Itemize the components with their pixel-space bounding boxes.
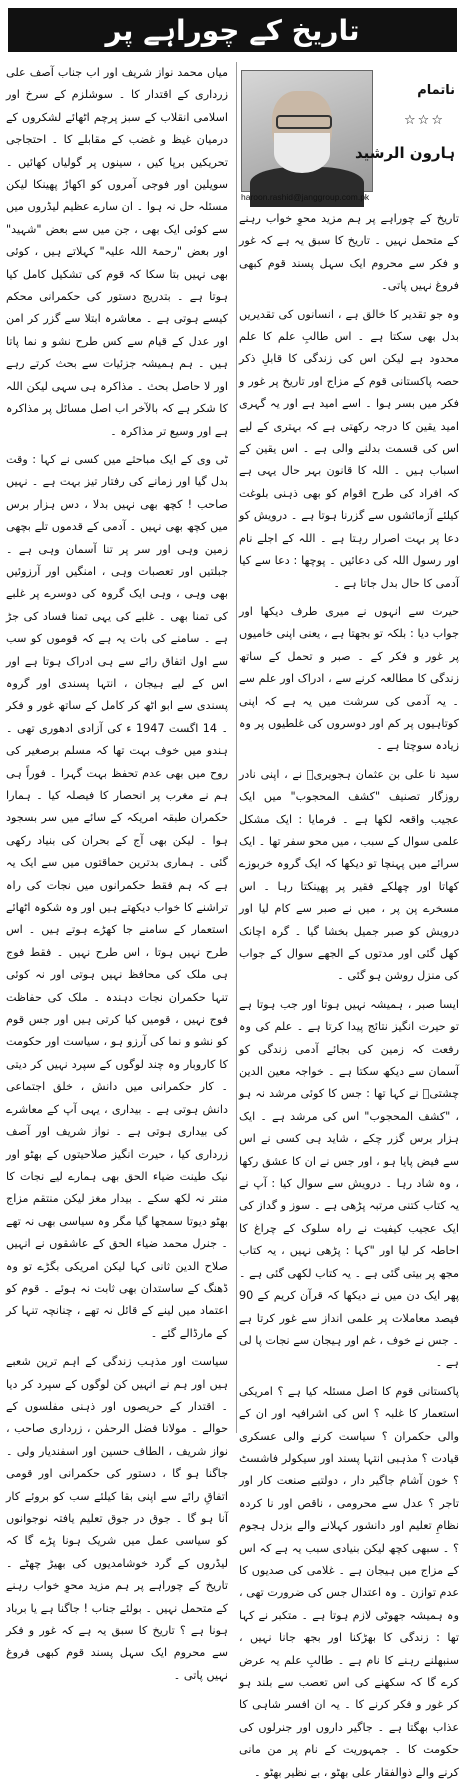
paragraph: حیرت سے انہوں نے میری طرف دیکھا اور جواب دیا : بلکہ تو بجھتا ہے ، یعنی اپنی خامیوں پر غور و فکر کے ۔ صبر و تحمل کے ساتھ زندگی کا مطالعہ کرنے سے ، ادراک اور علم سے ۔ یہ آدمی کی سرشت میں یہ ہے کہ اپنی کوتاہیوں پر کم اور دوسروں کی غلطیوں پر وہ زیادہ سوچتا ہے ۔ bbox=[239, 604, 459, 753]
paragraph: پاکستانی قوم کا اصل مسئلہ کیا ہے ؟ امریکی استعمار کا غلبہ ؟ اس کی اشرافیہ اور ان کے والی حکمران ؟ سیاست کرنے والی عسکری قیادت ؟ مذہبی انتہا پسند اور سیکولر فاشسٹ ؟ خون آشام جاگیر دار ، دولتیے صنعت کار اور تاجر ؟ عدل سے محرومی ، ناقص اور نا کردہ نظامِ تعلیم اور دانشور کہلانے والے بزدل ہجوم ؟ ۔ سبھی کچھ لیکن بنیادی سبب یہ ہے کہ اس کے مزاج میں ہیجان ہے ۔ غلامی کی صدیوں کا عدم توازن ۔ وہ اعتدال جس کی ضرورت تھی ، وہ ہمیشہ جھوٹی لازم ہوتا ہے ۔ متکبر نے کہا تھا : زندگی کا بھڑکنا اور بجھ جانا نہیں ، سنبھلنے رہنے کا نام ہے ۔ طالبِ علم یہ عرض کرے گا کہ سکھنے کی اس تعصب سے بلند ہو کر غور و فکر کرنے کا ۔ یہ ان افسر شاہی کا عذاب بھگتا ہے ۔ جاگیر داروں اور جنرلوں کی حکومت کا ۔ جمہوریت کے نام پر من مانی کرنے والے ذوالفقار علی بھٹو ، بے نظیر بھٹو ۔ bbox=[239, 1384, 459, 1779]
right-column bbox=[239, 62, 459, 1779]
left-column bbox=[6, 62, 228, 1682]
paragraph: سید نا علی بن عثمان ہجویریؒ نے ، اپنی نادر روزگار تصنیف "کشف المحجوب" میں ایک عجیب واقعہ لکھا ہے ۔ فرمایا : ایک مشکل علمی سوال کے سبب ، میں محو سفر تھا ۔ ایک سرائے میں پہنچا تو دیکھا کہ ایک گروہ خربوزے کھاتا اور چھلکے فقیر پر پھینکتا رہا ۔ اس مسخرے پن پر ، میں نے صبر سے کام لیا اور درویش کو صبر جمیل بخشا گیا ۔ گرہ اچانک کھل گئی اور مدتوں کے الجھے سوال کے جواب کی منزل روشن ہو گئی ۔ bbox=[239, 767, 459, 983]
rating-stars-icon: ☆☆☆ bbox=[404, 113, 445, 128]
column-name: ناتمام bbox=[417, 83, 455, 98]
paragraph: وہ جو تقدیر کا خالق ہے ، انسانوں کی تقدیریں بدل بھی سکتا ہے ۔ اس طالبِ علم کا علم محدود ہے لیکن اس کی زندگی کا قابلِ ذکر حصہ پاکستانی قوم کے مزاج اور تاریخ پر غور و فکر میں بسر ہوا ۔ اسے امید ہے اور یہ گہری امید یقین کا درجہ رکھتی ہے کہ بہتری کے لیے اس کی قسمت بدلنے والی ہے ۔ اس یقین کے اسباب ہیں ۔ اللہ کا قانون بہر حال یہی ہے کہ افراد کی طرح اقوام کو بھی ذہنی بلوغت کیلئے آزمائشوں سے گزرنا ہوتا ہے ۔ درویش کو دعا پر بہت اصرار رہتا ہے ۔ اللہ کے اجلے نام اور رسول اللہ کی دعائیں ۔ پوچھا : دعا سے کیا آدمی کا حال بدل جاتا ہے ۔ bbox=[239, 307, 459, 590]
author-photo bbox=[241, 70, 373, 192]
paragraph: ٹی وی کے ایک مباحثے میں کسی نے کہا : وقت بدل گیا اور زمانے کی رفتار تیز بہت ہے ۔ نہیں صاحب ! کچھ بھی نہیں بدلا ، دس ہزار برس میں کچھ بھی نہیں ۔ آدمی کے قدموں تلے بچھی زمین وہی اور سر پر تنا آسمان وہی ہے ۔ جبلتیں اور تعصبات وہی ، امنگیں اور آرزوئیں بھی وہی ، وہی ایک گروہ کی دوسرے پر غلبے کی تمنا بھی ۔ غلبے کی یہی تمنا فساد کی جڑ ہے ۔ سامنے کی بات یہ ہے کہ قوموں کو سب سے اول اتفاق رائے سے ہی ادراک ہوتا ہے اور اس کے لیے ہیجان ، انتہا پسندی اور گروہ پسندی سے ابو اٹھ کر کامل کے ساتھ غور و فکر ۔ 14 اگست 1947 ء کی آزادی ادھوری تھی ۔ ہندو میں خوف بہت تھا کہ مسلم برصغیر کی روح میں بھی عدم تحفظ بہت گہرا ۔ فوراً ہی ہم نے مغرب پر انحصار کا فیصلہ کیا ۔ ہمارا حکمران طبقہ امریکہ کے سائے میں سر بسجود ہوا ۔ لیکن بھی آج کے بحران کی بنیاد رکھی گئی ۔ ہماری بدترین حماقتوں میں سے ایک یہ ہے کہ ہم فقط حکمرانوں میں نجات کی راہ تراشنے کا خواب دیکھتے ہیں اور وہ شکوہ اٹھائے استعمار کے سامنے جا کھڑے ہوتے ہیں ۔ اس طرح نہیں ہوتا ، اس طرح نہیں ۔ فقط فوج ہی ملک کی محافظ نہیں ہوتی اور نہ کوئی تنہا حکمران نجات دہندہ ۔ ملک کی حفاظت فوج نہیں ، قومیں کیا کرتی ہیں اور جس قوم کو نشو و نما کی آرزو ہو ، سیاست اور حکومت کا کاروبار وہ چند لوگوں کے سپرد نہیں کر دیتی ۔ کار حکمرانی میں دانش ، خلق اجتماعی دانش ہوتی ہے ۔ بیداری ، یہی آپ کے معاشرے کی بیداری ہوتی ہے ۔ نواز شریف اور آصف زرداری کیا ، حیرت انگیز صلاحیتوں کے بھٹو اور نیک طینت ضیاء الحق بھی ہمارے لیے نجات کا منتر نہ لکھ سکے ۔ بیدار مغز لیکن منتقم مزاج بھٹو دیوتا سمجھا گیا مگر وہ سیاسی بھی نہ تھے ۔ جنرل محمد ضیاء الحق کے عاشقوں نے انہیں صلاح الدین ثانی کہا لیکن امریکی بگڑے تو وہ ڈھنگ کے ساستدان بھی ثابت نہ ہوئے ۔ قوم کو اعتماد میں لینے کے قائل نہ تھے ، چنانچہ تنہا کر کے مارڈالے گئے ۔ bbox=[6, 452, 228, 1340]
column-divider bbox=[236, 62, 237, 1433]
paragraph: سیاست اور مذہب زندگی کے اہم ترین شعبے ہیں اور ہم نے انہیں کن لوگوں کے سپرد کر دیا ۔ اقتدار کے حریصوں اور ذہنی مفلسوں کے حوالے ۔ مولانا فضل الرحمٰن ، زرداری صاحب ، نواز شریف ، الطاف حسین اور اسفندیار ولی ۔ جاگنا ہو گا ، دستور کی حکمرانی اور قومی اتفاقِ رائے سے اپنی بقا کیلئے سب کو بروئے کار آنا ہو گا ۔ جوق در جوق تعلیم یافتہ نوجوانوں کو سیاسی عمل میں شریک ہونا پڑے گا کہ لیڈروں کے گرد خوشامدیوں کی بھیڑ چھٹے ۔ تاریخ کے چوراہے پر ہم مزید محوِ خواب رہنے کے متحمل نہیں ۔ بولئے جناب ! جاگنا ہے یا برباد ہونا ہے ؟ تاریخ کا سبق یہ ہے کہ غور و فکر سے محروم ایک سہل پسند قوم کبھی فروغ نہیں پاتی ۔ bbox=[6, 1355, 228, 1682]
author-email[interactable]: haroon.rashid@janggroup.com.pk bbox=[241, 192, 370, 202]
byline-box bbox=[239, 62, 459, 202]
column-title-banner bbox=[8, 8, 457, 52]
author-name: ہارون الرشید bbox=[354, 144, 455, 162]
column-title: تاریخ کے چوراہے پر bbox=[105, 13, 360, 47]
paragraph: ایسا صبر ، ہمیشہ نہیں ہوتا اور جب ہوتا ہے تو حیرت انگیز نتائج پیدا کرتا ہے ۔ علم کی وہ رفعت کہ زمین کی بجائے آدمی زندگی کو آسمان سے دیکھ سکتا ہے ۔ خواجہ معین الدین چشتیؒ نے کہا تھا : جس کا کوئی مرشد نہ ہو ، "کشف المحجوب" اس کی مرشد ہے ۔ ایک ہزار برس گزر چکے ، شاید ہی کسی نے اس سے فیض پایا ہو ، اور جس نے ان کا عشق رکھا ، وہ شاد رہا ۔ درویش سے سوال کیا : آپ نے یہ کتاب کتنی مرتبہ پڑھی ہے ۔ سوز و گداز کی ایک عجیب کیفیت نے راہ سلوک کے چراغ کا احاطہ کر لیا اور "کہا : پڑھی نہیں ، یہ کتاب مجھ پر بیتی گئی ہے ۔ یہ کتاب لکھی گئی ہے ۔ پھر ایک دن میں نے دیکھا کہ قرآن کریم کے 90 فیصد معاملات پر علمی انداز سے غور کرتا ہے ۔ جس نے خوف ، غم اور ہیجان سے نجات پا لی ہے ۔ bbox=[239, 997, 459, 1370]
paragraph: میاں محمد نواز شریف اور اب جناب آصف علی زرداری کے اقتدار کا ۔ سوشلزم کے سرخ اور اسلامی انقلاب کے سبز پرچم اٹھائے لشکروں کے درمیان غیظ و غضب کے مقابلے کا ۔ احتجاجی تحریکیں برپا کیں ، سینوں پر گولیاں کھائیں ۔ سویلین اور فوجی آمروں کو اکھاڑ پھینکا لیکن مسئلہ حل نہ ہوا ۔ ان سارے عظیم لیڈروں میں سے کوئی ایک بھی ، جن میں سے بعض "شہید" اور بعض "رحمۃ اللہ علیہ" کہلاتے ہیں ، کوئی بھی نہیں بتا سکا کہ قوم کی تشکیل کامل کیا ہوتا ہے ۔ بتدریج دستور کی حکمرانی محکم کیسے ہوتی ہے ۔ معاشرہ ابتلا سے گزر کر امن اور عدل کے قیام سے کس طرح نشو و نما پاتا ہیں ۔ ہم ہمیشہ جزئیات سے بحث کرتے رہے اور لا حاصل بحث ۔ مذاکرہ ہی سہی لیکن اللہ کا شکر ہے کہ بالآخر اب اصل مسائل پر مذاکرہ ہے اور وسیع تر مذاکرہ ۔ bbox=[6, 66, 228, 438]
paragraph: تاریخ کے چوراہے پر ہم مزید محوِ خواب رہنے کے متحمل نہیں ۔ تاریخ کا سبق یہ ہے کہ غور و فکر سے محروم ایک سہل پسند قوم کبھی فروغ نہیں پاتی۔ bbox=[239, 212, 459, 293]
